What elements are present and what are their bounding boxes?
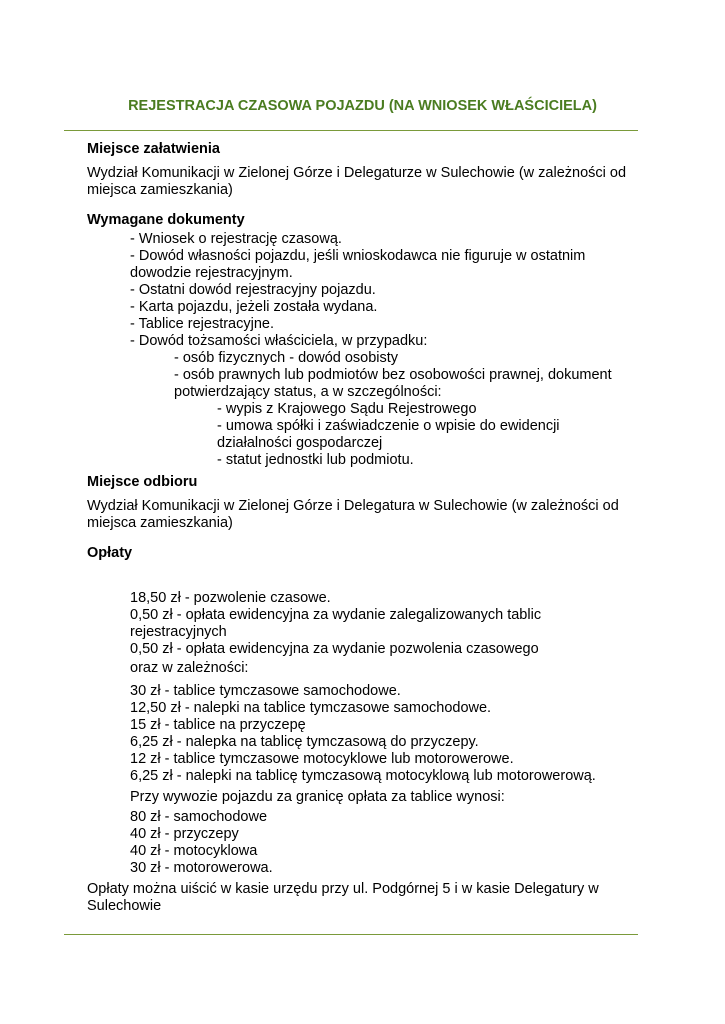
document-item: - Dowód tożsamości właściciela, w przypadku: xyxy=(130,333,428,349)
fee-payment-line: Opłaty można uiścić w kasie urzędu przy ul. Podgórnej 5 i w kasie Delegatury w xyxy=(87,881,599,897)
fee-dependent-intro: oraz w zależności: xyxy=(130,660,249,676)
document-item: - Karta pojazdu, jeżeli została wydana. xyxy=(130,299,378,315)
place-text-line: miejsca zamieszkania) xyxy=(87,182,233,198)
documents-heading: Wymagane dokumenty xyxy=(87,212,245,228)
fee-dependent-line: 12 zł - tablice tymczasowe motocyklowe lub motorowerowe. xyxy=(130,751,514,767)
fee-dependent-line: 15 zł - tablice na przyczepę xyxy=(130,717,306,733)
document-item: dowodzie rejestracyjnym. xyxy=(130,265,293,281)
place-heading: Miejsce załatwienia xyxy=(87,141,220,157)
fee-dependent-line: 6,25 zł - nalepka na tablicę tymczasową do przyczepy. xyxy=(130,734,479,750)
page-title: REJESTRACJA CZASOWA POJAZDU (NA WNIOSEK WŁAŚCICIELA) xyxy=(128,98,597,114)
fee-export-intro: Przy wywozie pojazdu za granicę opłata za tablice wynosi: xyxy=(130,789,505,805)
fee-export-line: 80 zł - samochodowe xyxy=(130,809,268,825)
fee-line: 0,50 zł - opłata ewidencyjna za wydanie pozwolenia czasowego xyxy=(130,641,539,657)
document-sub-sub-item: - umowa spółki i zaświadczenie o wpisie do ewidencji xyxy=(217,418,560,434)
document-item: - Ostatni dowód rejestracyjny pojazdu. xyxy=(130,282,376,298)
bottom-divider xyxy=(64,934,638,935)
fee-export-line: 40 zł - motocyklowa xyxy=(130,843,258,859)
document-sub-item: - osób fizycznych - dowód osobisty xyxy=(174,350,399,366)
document-sub-item: potwierdzający status, a w szczególności: xyxy=(174,384,442,400)
fee-dependent-line: 6,25 zł - nalepki na tablicę tymczasową motocyklową lub motorowerową. xyxy=(130,768,596,784)
document-item: - Dowód własności pojazdu, jeśli wnioskodawca nie figuruje w ostatnim xyxy=(130,248,586,264)
fee-export-line: 30 zł - motorowerowa. xyxy=(130,860,273,876)
fees-heading: Opłaty xyxy=(87,545,133,561)
document-item: - Tablice rejestracyjne. xyxy=(130,316,274,332)
top-divider xyxy=(64,130,638,131)
pickup-text-line: Wydział Komunikacji w Zielonej Górze i Delegatura w Sulechowie (w zależności od xyxy=(87,498,619,514)
pickup-heading: Miejsce odbioru xyxy=(87,474,198,490)
fee-line: 18,50 zł - pozwolenie czasowe. xyxy=(130,590,331,606)
document-item: - Wniosek o rejestrację czasową. xyxy=(130,231,342,247)
fee-line: 0,50 zł - opłata ewidencyjna za wydanie zalegalizowanych tablic xyxy=(130,607,542,623)
fee-dependent-line: 30 zł - tablice tymczasowe samochodowe. xyxy=(130,683,401,699)
document-sub-sub-item: działalności gospodarczej xyxy=(217,435,383,451)
document-sub-sub-item: - wypis z Krajowego Sądu Rejestrowego xyxy=(217,401,477,417)
fee-payment-line: Sulechowie xyxy=(87,898,162,914)
fee-dependent-line: 12,50 zł - nalepki na tablice tymczasowe samochodowe. xyxy=(130,700,492,716)
document-sub-item: - osób prawnych lub podmiotów bez osobowości prawnej, dokument xyxy=(174,367,612,383)
place-text-line: Wydział Komunikacji w Zielonej Górze i Delegaturze w Sulechowie (w zależności od xyxy=(87,165,627,181)
fee-export-line: 40 zł - przyczepy xyxy=(130,826,239,842)
document-sub-sub-item: - statut jednostki lub podmiotu. xyxy=(217,452,414,468)
fee-line: rejestracyjnych xyxy=(130,624,227,640)
pickup-text-line: miejsca zamieszkania) xyxy=(87,515,233,531)
